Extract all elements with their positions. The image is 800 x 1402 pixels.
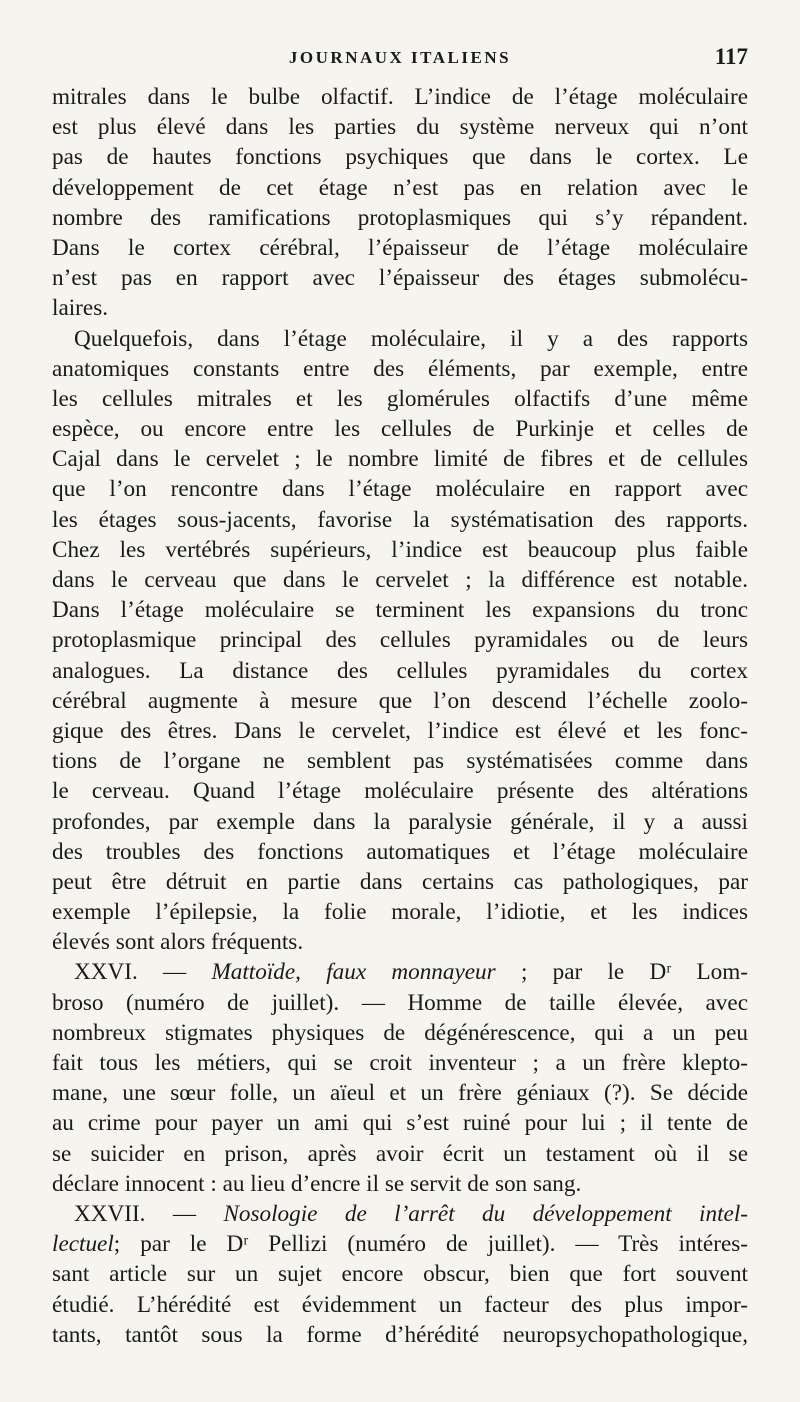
text-line: Chez les vertébrés supérieurs, l’indice est beaucoup plus faible	[52, 536, 748, 563]
text-line: développement de cet étage n’est pas en relation avec le	[52, 174, 748, 201]
text-line: exemple l’épilepsie, la folie morale, l’idiotie, et les indices	[52, 899, 748, 926]
text-line: Dans l’étage moléculaire se terminent les expansions du tronc	[52, 597, 748, 624]
text-line: pas de hautes fonctions psychiques que dans le cortex. Le	[52, 144, 748, 171]
text-line: Cajal dans le cervelet ; le nombre limité de fibres et de cellules	[52, 446, 748, 473]
text-line: les cellules mitrales et les glomérules olfactifs d’une même	[52, 385, 748, 412]
text-line: Dans le cortex cérébral, l’épaisseur de l’étage moléculaire	[52, 234, 748, 261]
text-line: mitrales dans le bulbe olfactif. L’indice de l’étage moléculaire	[52, 84, 748, 110]
text-line: espèce, ou encore entre les cellules de Purkinje et celles de	[52, 416, 748, 443]
text-line: n’est pas en rapport avec l’épaisseur des étages submolécu-	[52, 265, 748, 292]
paragraph-start-line: Quelquefois, dans l’étage moléculaire, il y a des rapports	[74, 325, 748, 352]
text-line: se suicider en prison, après avoir écrit un testament où il se	[52, 1140, 748, 1167]
text-line: nombre des ramifications protoplasmiques qui s’y répandent.	[52, 204, 748, 231]
text-line: déclare innocent : au lieu d’encre il se servit de son sang.	[52, 1170, 582, 1197]
text-line: tants, tantôt sous la forme d’hérédité neuropsychopathologique,	[52, 1321, 748, 1348]
text-line: analogues. La distance des cellules pyramidales du cortex	[52, 657, 748, 684]
text-line: tions de l’organe ne semblent pas systématisées comme dans	[52, 748, 748, 775]
text-line: les étages sous-jacents, favorise la systématisation des rapports.	[52, 506, 748, 533]
text-line: fait tous les métiers, qui se croit inventeur ; a un frère klepto-	[52, 1050, 748, 1076]
text-line: protoplasmique principal des cellules pyramidales ou de leurs	[52, 627, 748, 654]
section-heading-xxvii	[52, 1199, 748, 1229]
text-line: nombreux stigmates physiques de dégénérescence, qui a un peu	[52, 1019, 748, 1046]
text-line: peut être détruit en partie dans certains cas pathologiques, par	[52, 868, 748, 895]
text-line: anatomiques constants entre des éléments, par exemple, entre	[52, 355, 748, 382]
text-line: gique des êtres. Dans le cervelet, l’indice est élevé et les fonc-	[52, 717, 748, 744]
text-line: mane, une sœur folle, un aïeul et un frère géniaux (?). Se décide	[52, 1080, 748, 1107]
section-byline: ; par le Dʳ Lom-	[520, 959, 748, 986]
text-line: des troubles des fonctions automatiques et l’étage moléculaire	[52, 838, 748, 865]
section-title-continuation	[52, 1229, 748, 1259]
text-line: est plus élevé dans les parties du système nerveux qui n’ont	[52, 114, 748, 141]
section-numeral: XXVI. —	[74, 959, 187, 986]
running-title: JOURNAUX ITALIENS	[288, 48, 512, 67]
text-line: étudié. L’hérédité est évidemment un facteur des plus impor-	[52, 1291, 748, 1318]
text-line: sant article sur un sujet encore obscur, bien que fort souvent	[52, 1261, 748, 1288]
text-line: broso (numéro de juillet). — Homme de taille élevée, avec	[52, 989, 748, 1016]
text-line: laires.	[52, 295, 109, 322]
text-line: dans le cerveau que dans le cervelet ; la différence est notable.	[52, 567, 748, 593]
running-header	[52, 44, 748, 74]
page-number: 117	[714, 44, 748, 69]
text-line: au crime pour payer un ami qui s’est ruiné pour lui ; il tente de	[52, 1110, 748, 1137]
text-line: que l’on rencontre dans l’étage moléculaire en rapport avec	[52, 476, 748, 503]
section-heading-xxvi	[52, 957, 748, 987]
body-text	[52, 82, 748, 1350]
text-line: le cerveau. Quand l’étage moléculaire présente des altérations	[52, 778, 748, 805]
section-title: Mattoïde, faux monnayeur	[211, 959, 496, 986]
section-byline: ; par le Dʳ Pellizi (numéro de juillet). — Très intéres-	[113, 1231, 748, 1258]
section-numeral: XXVII. —	[74, 1200, 197, 1227]
text-line: cérébral augmente à mesure que l’on descend l’échelle zoolo-	[52, 687, 748, 714]
section-title-end: lectuel	[52, 1231, 114, 1258]
section-title: Nosologie de l’arrêt du développement intel-	[223, 1200, 748, 1227]
text-line: profondes, par exemple dans la paralysie générale, il y a aussi	[52, 808, 748, 835]
text-line: élevés sont alors fréquents.	[52, 929, 304, 956]
